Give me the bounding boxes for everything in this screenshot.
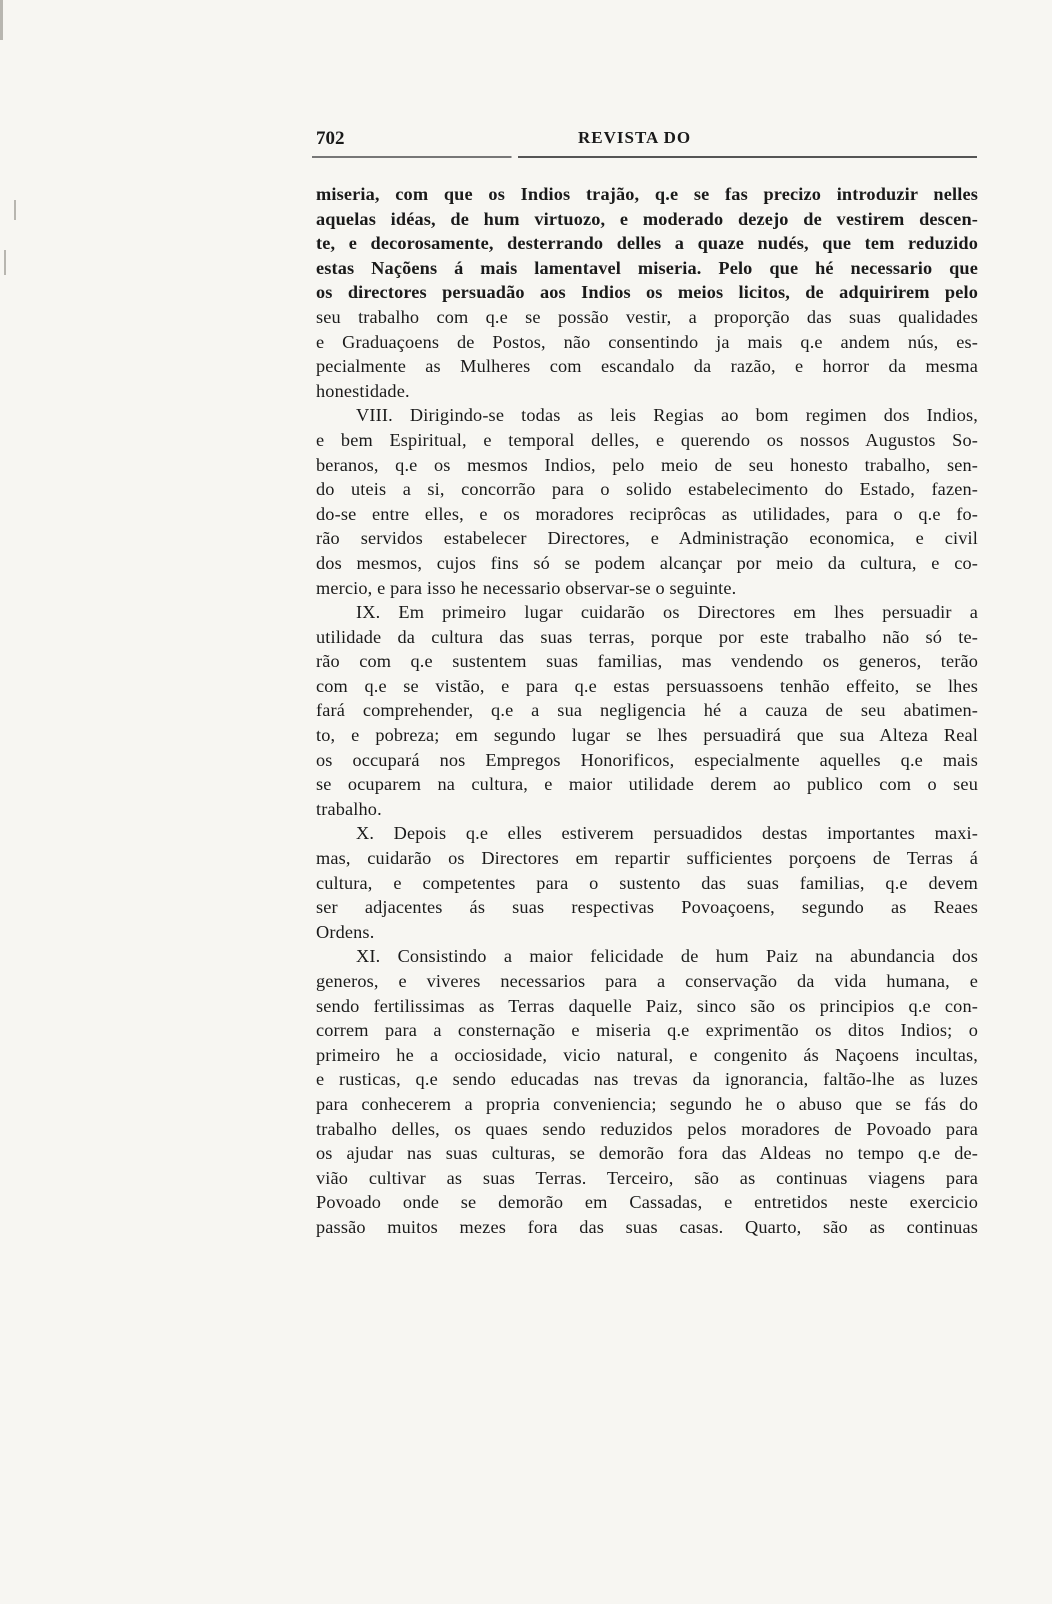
text-line: to, e pobreza; em segundo lugar se lhes persuadirá que sua Alteza Real xyxy=(316,725,978,746)
text-line: para conhecerem a propria conveniencia; segundo he o abuso que se fás do xyxy=(316,1093,978,1114)
text-line: primeiro he a occiosidade, vicio natural, e congenito ás Naçoens incultas, xyxy=(316,1044,978,1065)
text-line: miseria, com que os Indios trajão, q.e se fas precizo introduzir nelles xyxy=(316,184,978,204)
text-line: cultura, e competentes para o sustento das suas familias, q.e devem xyxy=(316,872,978,893)
text-line: honestidade. xyxy=(316,380,410,401)
text-line: rão com q.e sustentem suas familias, mas vendendo os generos, terão xyxy=(316,651,978,672)
text-line: beranos, q.e os mesmos Indios, pelo meio de seu honesto trabalho, sen- xyxy=(316,454,978,475)
text-line: sendo fertilissimas as Terras daquelle Paiz, sinco são os principios q.e con- xyxy=(316,995,978,1016)
text-line: trabalho. xyxy=(316,798,382,819)
text-line: seu trabalho com q.e se possão vestir, a proporção das suas qualidades xyxy=(316,306,978,327)
text-line: XI. Consistindo a maior felicidade de hum Paiz na abundancia dos xyxy=(356,946,978,967)
text-line: e Graduaçoens de Postos, não consentindo ja mais q.e andem nús, es- xyxy=(316,331,978,352)
page-number: 702 xyxy=(316,128,345,149)
scan-edge-mark xyxy=(4,250,6,275)
text-line: vião cultivar as suas Terras. Terceiro, são as continuas viagens para xyxy=(316,1167,978,1188)
text-line: mas, cuidarão os Directores em repartir sufficientes porçoens de Terras á xyxy=(316,848,978,869)
text-line: X. Depois q.e elles estiverem persuadidos destas importantes maxi- xyxy=(356,823,978,844)
text-line: passão muitos mezes fora das suas casas. Quarto, são as continuas xyxy=(316,1216,978,1237)
text-line: se ocuparem na cultura, e maior utilidade derem ao publico com o seu xyxy=(316,774,978,795)
text-line: te, e decorosamente, desterrando delles a quaze nudés, que tem reduzido xyxy=(316,233,978,254)
text-line: correm para a consternação e miseria q.e exprimentão os ditos Indios; o xyxy=(316,1020,978,1041)
text-line: do-se entre elles, e os moradores reciprôcas as utilidades, para o q.e fo- xyxy=(316,503,978,524)
journal-title: REVISTA DO xyxy=(578,128,692,147)
text-line: fará comprehender, q.e a sua negligencia hé a cauza de seu abatimen- xyxy=(316,700,978,721)
text-line: IX. Em primeiro lugar cuidarão os Directores em lhes persuadir a xyxy=(356,602,978,623)
text-line: trabalho delles, os quaes sendo reduzidos pelos moradores de Povoado para xyxy=(316,1118,978,1139)
text-line: e bem Espiritual, e temporal delles, e querendo os nossos Augustos So- xyxy=(316,429,978,450)
text-line: estas Naçõens á mais lamentavel miseria. Pelo que hé necessario que xyxy=(316,257,978,278)
text-line: Povoado onde se demorão em Cassadas, e entretidos neste exercicio xyxy=(316,1192,978,1213)
running-head xyxy=(316,128,976,158)
scan-edge-mark xyxy=(14,200,16,220)
text-line: mercio, e para isso he necessario observar-se o seguinte. xyxy=(316,577,737,598)
body-text xyxy=(316,182,978,1240)
text-line: e rusticas, q.e sendo educadas nas trevas da ignorancia, faltão-lhe as luzes xyxy=(316,1069,978,1090)
header-rule xyxy=(312,156,977,158)
text-line: VIII. Dirigindo-se todas as leis Regias ao bom regimen dos Indios, xyxy=(356,405,978,426)
scan-edge-mark xyxy=(0,0,3,40)
text-line: os ajudar nas suas culturas, se demorão fora das Aldeas no tempo q.e de- xyxy=(316,1143,978,1164)
text-line: utilidade da cultura das suas terras, porque por este trabalho não só te- xyxy=(316,626,978,647)
text-line: ser adjacentes ás suas respectivas Povoaçoens, segundo as Reaes xyxy=(316,897,978,918)
text-line: Ordens. xyxy=(316,921,375,942)
text-line: os directores persuadão aos Indios os meios licitos, de adquirirem pelo xyxy=(316,282,978,303)
text-line: pecialmente as Mulheres com escandalo da razão, e horror da mesma xyxy=(316,356,978,377)
text-line: rão servidos estabelecer Directores, e Administração economica, e civil xyxy=(316,528,978,549)
text-line: os occupará nos Empregos Honorificos, especialmente aquelles q.e mais xyxy=(316,749,978,770)
text-line: dos mesmos, cujos fins só se podem alcançar por meio da cultura, e co- xyxy=(316,552,978,573)
text-line: generos, e viveres necessarios para a conservação da vida humana, e xyxy=(316,971,978,991)
text-line: do uteis a si, concorrão para o solido estabelecimento do Estado, fazen- xyxy=(316,479,978,500)
text-line: com q.e se vistão, e para q.e estas persuassoens tenhão effeito, se lhes xyxy=(316,675,978,696)
text-line: aquelas idéas, de hum virtuozo, e moderado dezejo de vestirem descen- xyxy=(316,208,978,229)
